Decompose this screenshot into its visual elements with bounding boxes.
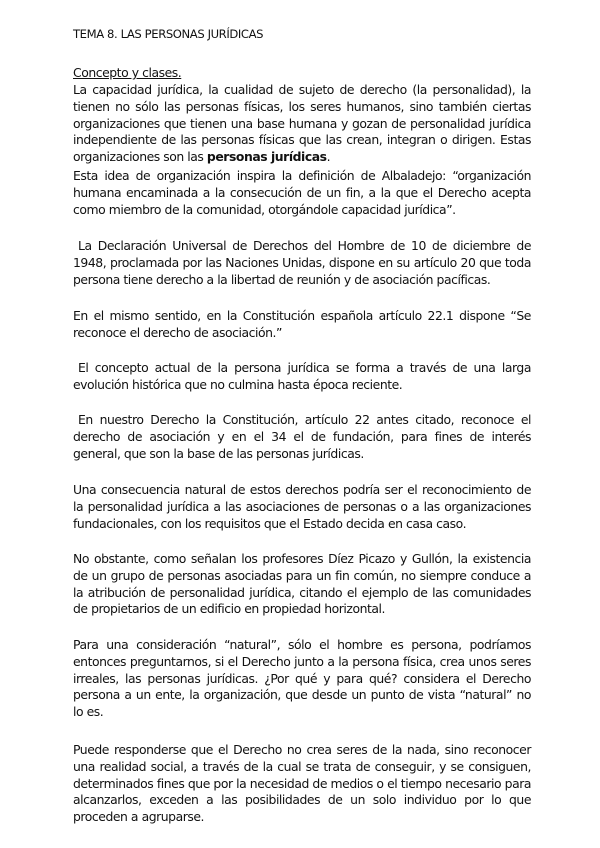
- section-title: Concepto y clases.: [73, 65, 182, 80]
- paragraph-end: .: [326, 149, 331, 165]
- paragraph-text: La capacidad jurídica, la cualidad de sujeto de derecho (la personalidad), la tienen no sólo las personas físicas, los seres humanos, sino también ciertas organizaciones que tienen una base humana y gozan de personalidad jurídica independiente de las personas físicas que las crean, integran o dirigen. Estas organizaciones son las: [73, 82, 531, 165]
- paragraph-constitucion: En el mismo sentido, en la Constitución española artículo 22.1 dispone “Se reconoce el derecho de asociación.”: [73, 308, 531, 340]
- paragraph-albaladejo: Esta idea de organización inspira la definición de Albaladejo: “organización humana encaminada a la consecución de un fin, a la que el Derecho acepta como miembro de la comunidad, otorgándole capacidad jurídica”.: [73, 168, 531, 217]
- paragraph-consecuencia: Una consecuencia natural de estos derechos podría ser el reconocimiento de la personalidad jurídica a las asociaciones de personas o a las organizaciones fundacionales, con los requisitos que el Estado decida en casa caso.: [73, 482, 531, 531]
- paragraph-declaracion-universal: La Declaración Universal de Derechos del Hombre de 10 de diciembre de 1948, proclamada por las Naciones Unidas, dispone en su artículo 20 que toda persona tiene derecho a la libertad de reunión y de asociación pacíficas.: [73, 238, 531, 287]
- paragraph-nuestro-derecho: En nuestro Derecho la Constitución, artículo 22 antes citado, reconoce el derecho de asociación y en el 34 el de fundación, para fines de interés general, que son la base de las personas jurídicas.: [73, 412, 531, 461]
- bold-term-personas-juridicas: personas jurídicas: [206, 149, 327, 165]
- paragraph-consideracion-natural: Para una consideración “natural”, sólo el hombre es persona, podríamos entonces preguntarnos, si el Derecho junto a la persona física, crea unos seres irreales, las personas jurídicas. ¿Por qué y para qué? considera el Derecho persona a un ente, la organización, que desde un punto de vista “natural” no lo es.: [73, 637, 531, 720]
- paragraph-concepto-actual: El concepto actual de la persona jurídica se forma a través de una larga evolución histórica que no culmina hasta época reciente.: [73, 360, 531, 392]
- paragraph-puede-responderse: Puede responderse que el Derecho no crea seres de la nada, sino reconocer una realidad social, a través de la cual se trata de conseguir, y se consiguen, determinados fines que por la necesidad de medios o el tiempo necesario para alcanzarlos, exceden a las posibilidades de un solo individuo por lo que proceden a agruparse.: [73, 742, 531, 825]
- paragraph-no-obstante: No obstante, como señalan los profesores Díez Picazo y Gullón, la existencia de un grupo de personas asociadas para un fin común, no siempre conduce a la atribución de personalidad jurídica, citando el ejemplo de las comunidades de propietarios de un edificio en propiedad horizontal.: [73, 551, 531, 617]
- paragraph-capacidad-juridica: [73, 82, 531, 166]
- page-header: TEMA 8. LAS PERSONAS JURÍDICAS: [73, 27, 264, 41]
